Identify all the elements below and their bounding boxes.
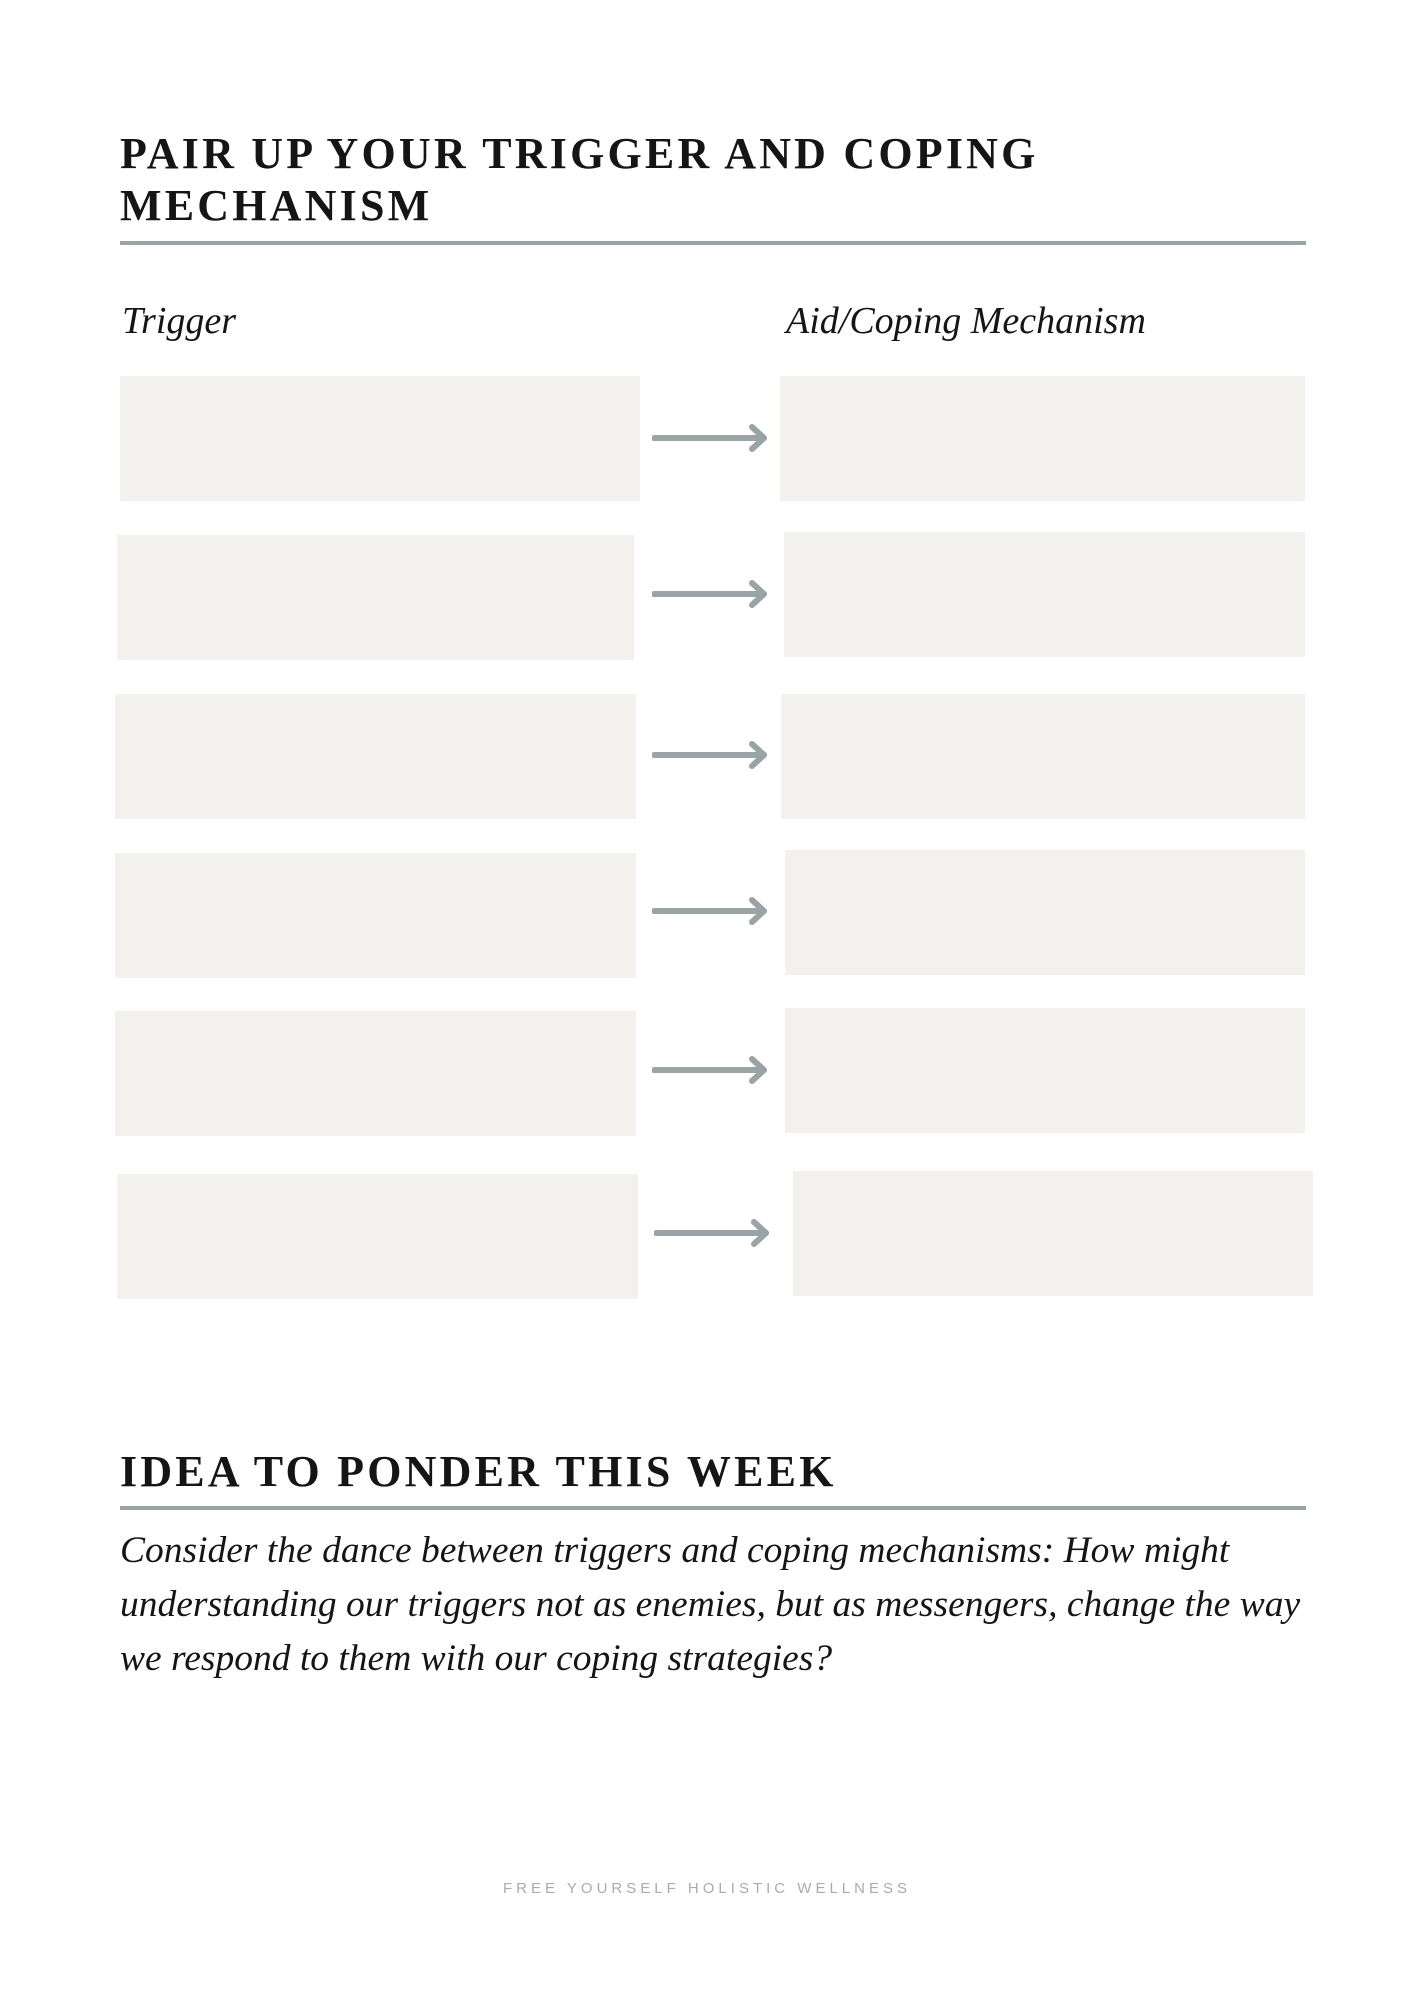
trigger-field-2[interactable]	[117, 535, 634, 660]
coping-column-label: Aid/Coping Mechanism	[786, 300, 1146, 342]
coping-field-3[interactable]	[781, 694, 1305, 819]
arrow-right-icon	[652, 577, 770, 611]
title-divider	[120, 241, 1306, 245]
idea-heading: IDEA TO PONDER THIS WEEK	[120, 1447, 837, 1496]
idea-divider	[120, 1506, 1306, 1510]
trigger-field-6[interactable]	[117, 1174, 638, 1299]
coping-field-4[interactable]	[785, 850, 1305, 975]
arrow-right-icon	[652, 738, 770, 772]
footer-brand: FREE YOURSELF HOLISTIC WELLNESS	[503, 1880, 911, 1897]
page-title: PAIR UP YOUR TRIGGER AND COPING MECHANISM	[120, 129, 1039, 230]
arrow-right-icon	[654, 1216, 772, 1250]
arrow-right-icon	[652, 1053, 770, 1087]
arrow-right-icon	[652, 894, 770, 928]
trigger-field-5[interactable]	[115, 1011, 636, 1136]
trigger-column-label: Trigger	[122, 300, 237, 342]
trigger-field-3[interactable]	[115, 694, 636, 819]
coping-field-5[interactable]	[785, 1008, 1305, 1133]
arrow-right-icon	[652, 421, 770, 455]
coping-field-6[interactable]	[793, 1171, 1313, 1296]
coping-field-2[interactable]	[784, 532, 1305, 657]
trigger-field-4[interactable]	[115, 853, 636, 978]
idea-text: Consider the dance between triggers and coping mechanisms: How might understanding our triggers not as enemies, but as messengers, change the way we respond to them with our coping strategies?	[120, 1530, 1301, 1679]
trigger-field-1[interactable]	[120, 376, 640, 501]
coping-field-1[interactable]	[780, 376, 1305, 501]
